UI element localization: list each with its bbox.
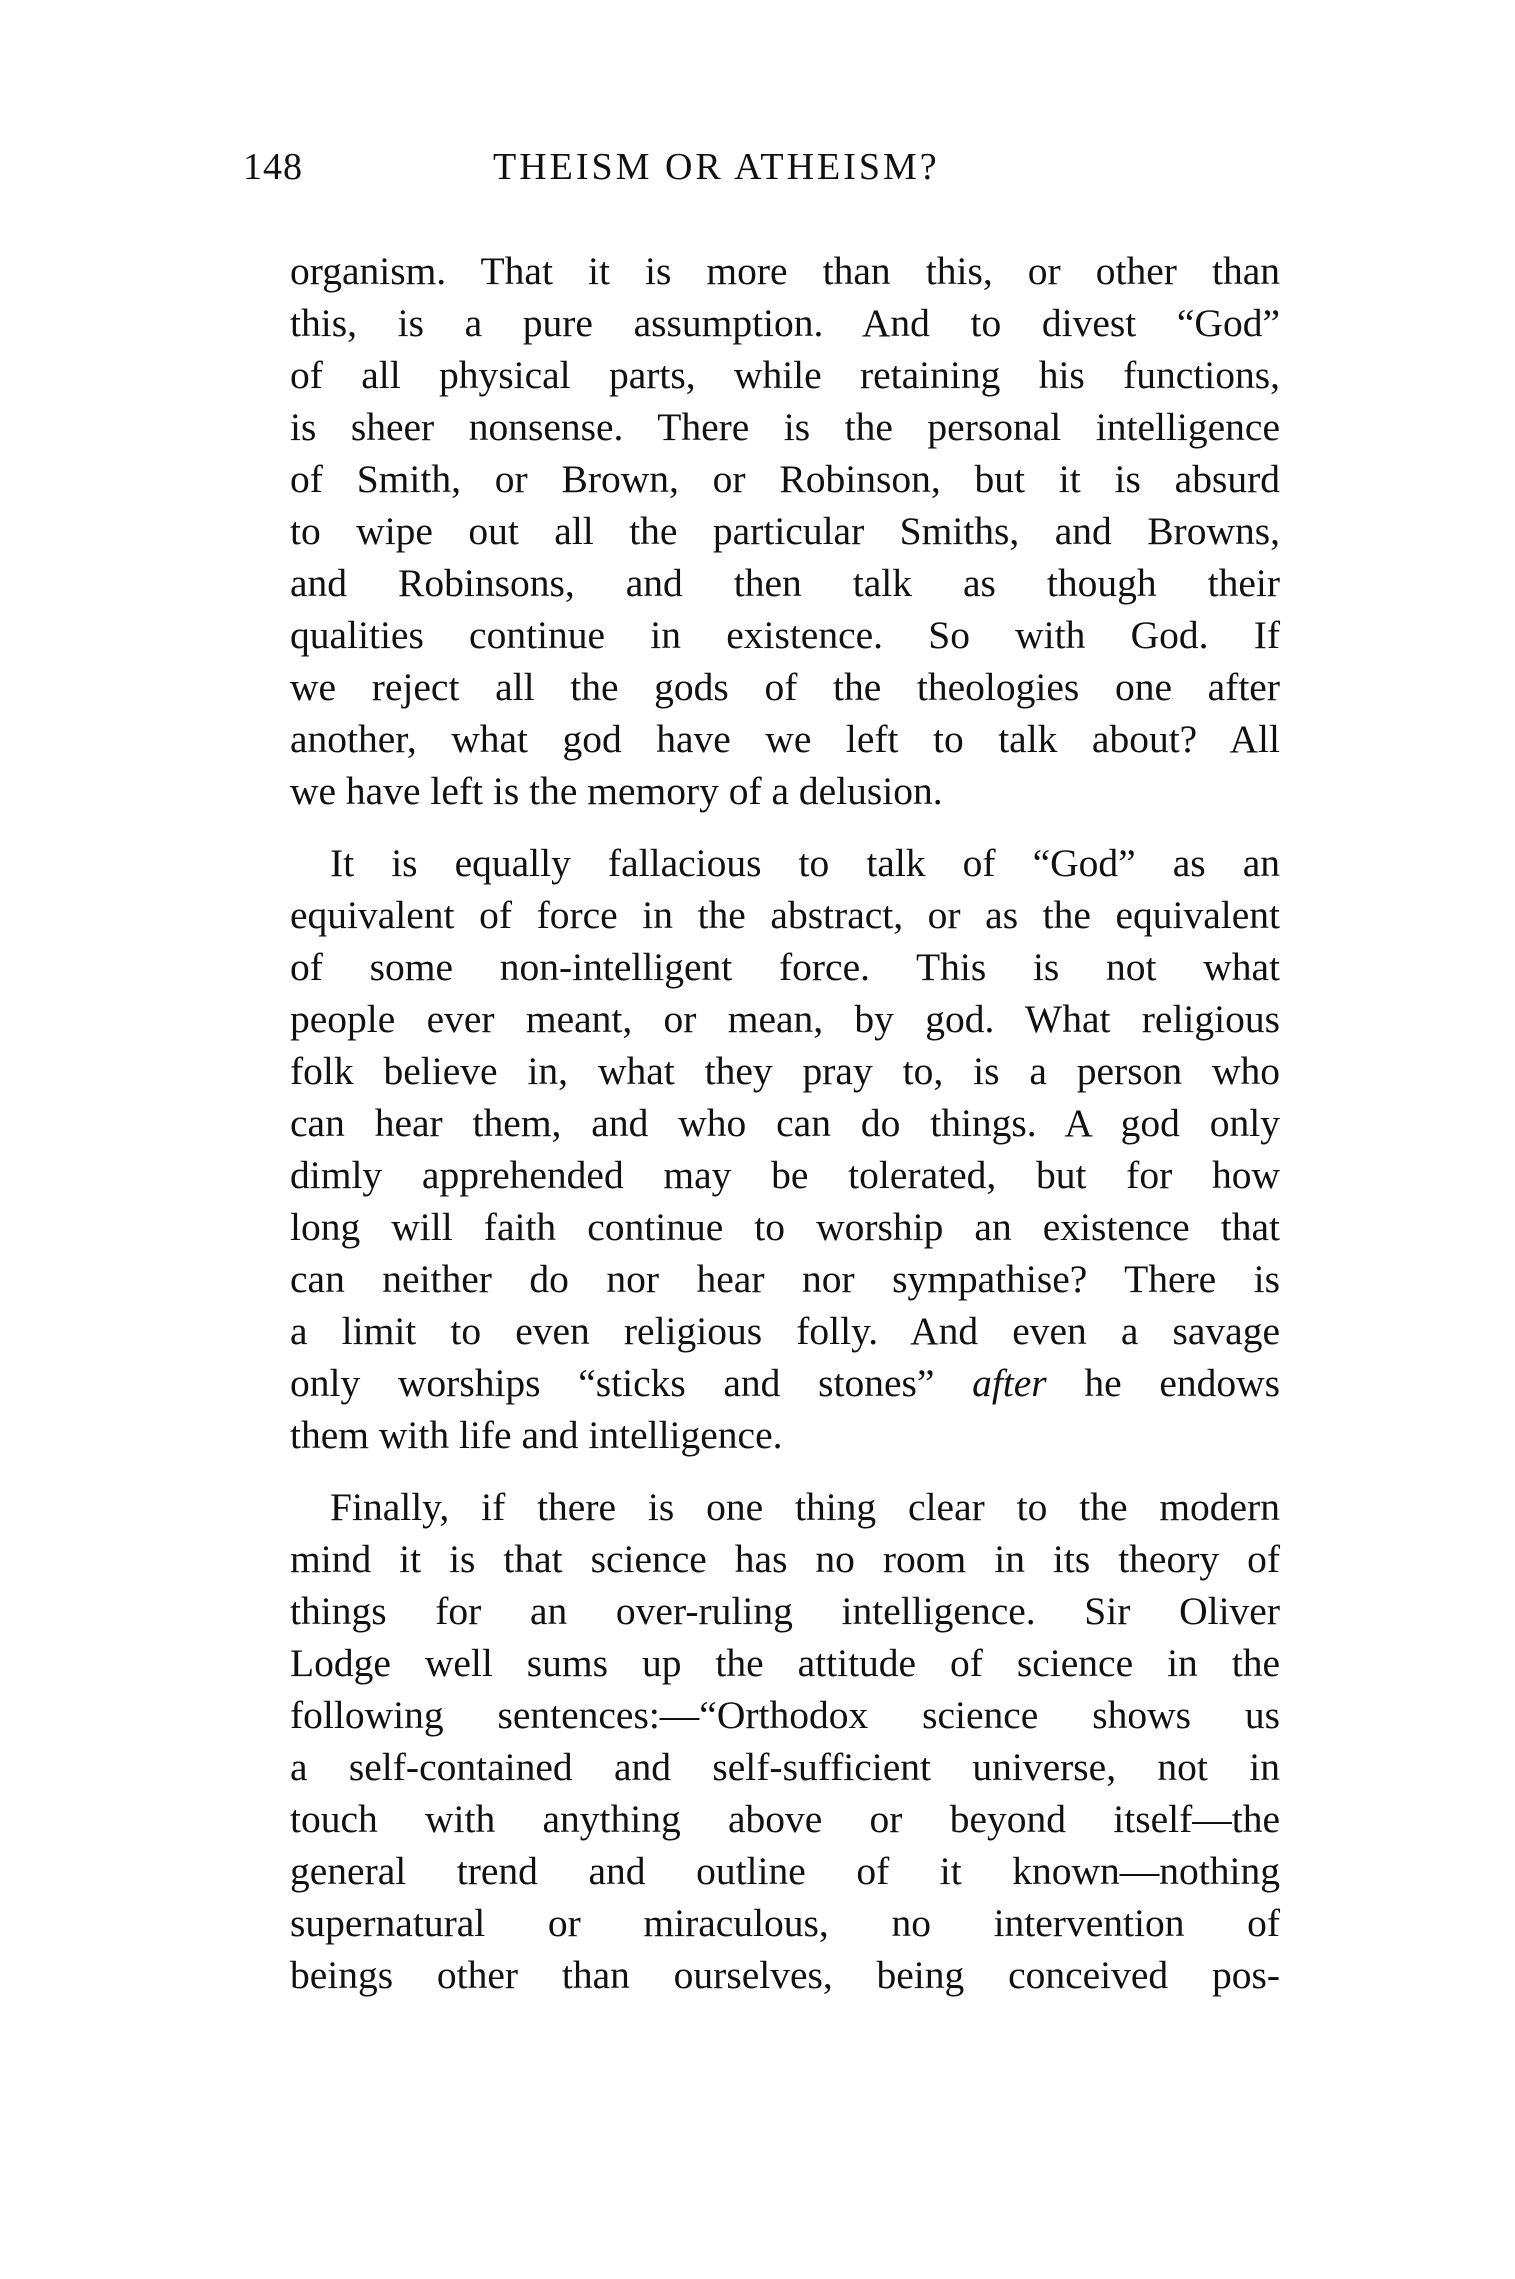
text-line: can hear them, and who can do things. A god only	[290, 1101, 1280, 1145]
text-line: of all physical parts, while retaining his functions,	[290, 353, 1280, 397]
text-line: equivalent of force in the abstract, or as the equivalent	[290, 893, 1280, 937]
text-line: another, what god have we left to talk about? All	[290, 717, 1280, 761]
text-line: dimly apprehended may be tolerated, but for how	[290, 1153, 1280, 1197]
text-segment: he endows	[1046, 1361, 1280, 1405]
text-line: qualities continue in existence. So with God. If	[290, 613, 1280, 657]
text-line: can neither do nor hear nor sympathise? There is	[290, 1257, 1280, 1301]
running-head: THEISM OR ATHEISM?	[493, 146, 940, 188]
text-line: mind it is that science has no room in its theory of	[290, 1537, 1280, 1581]
italic-emphasis: after	[972, 1361, 1047, 1405]
text-line: we reject all the gods of the theologies one after	[290, 665, 1280, 709]
text-line: touch with anything above or beyond itself—the	[290, 1797, 1280, 1841]
text-line: of Smith, or Brown, or Robinson, but it is absurd	[290, 457, 1280, 501]
text-line: Finally, if there is one thing clear to the modern	[330, 1485, 1280, 1529]
text-line: folk believe in, what they pray to, is a person who	[290, 1049, 1280, 1093]
text-line: them with life and intelligence.	[290, 1413, 783, 1457]
text-line: a self-contained and self-sufficient universe, not in	[290, 1745, 1280, 1789]
text-line: is sheer nonsense. There is the personal intelligence	[290, 405, 1280, 449]
text-line: things for an over-ruling intelligence. Sir Oliver	[290, 1589, 1280, 1633]
body-text	[290, 245, 1280, 2021]
page-number: 148	[243, 146, 303, 188]
text-line: beings other than ourselves, being conceived pos-	[290, 1953, 1280, 1997]
paragraph-3	[290, 1481, 1280, 2001]
text-segment: only worships “sticks and stones”	[290, 1361, 973, 1405]
text-line: people ever meant, or mean, by god. What religious	[290, 997, 1280, 1041]
page-header	[243, 145, 1273, 205]
text-line: to wipe out all the particular Smiths, and Browns,	[290, 509, 1280, 553]
text-line: organism. That it is more than this, or other than	[290, 249, 1280, 293]
text-line: this, is a pure assumption. And to divest “God”	[290, 301, 1280, 345]
text-line: Lodge well sums up the attitude of science in the	[290, 1641, 1280, 1685]
paragraph-2	[290, 837, 1280, 1461]
text-line: long will faith continue to worship an existence that	[290, 1205, 1280, 1249]
text-line: of some non-intelligent force. This is not what	[290, 945, 1280, 989]
text-line: we have left is the memory of a delusion.	[290, 769, 943, 813]
text-line: supernatural or miraculous, no intervention of	[290, 1901, 1280, 1945]
text-line: It is equally fallacious to talk of “God” as an	[330, 841, 1280, 885]
text-line: following sentences:—“Orthodox science shows us	[290, 1693, 1280, 1737]
text-line: general trend and outline of it known—nothing	[290, 1849, 1280, 1893]
paragraph-1	[290, 245, 1280, 817]
text-line	[290, 1357, 1280, 1409]
text-line: and Robinsons, and then talk as though their	[290, 561, 1280, 605]
text-line: a limit to even religious folly. And even a savage	[290, 1309, 1280, 1353]
